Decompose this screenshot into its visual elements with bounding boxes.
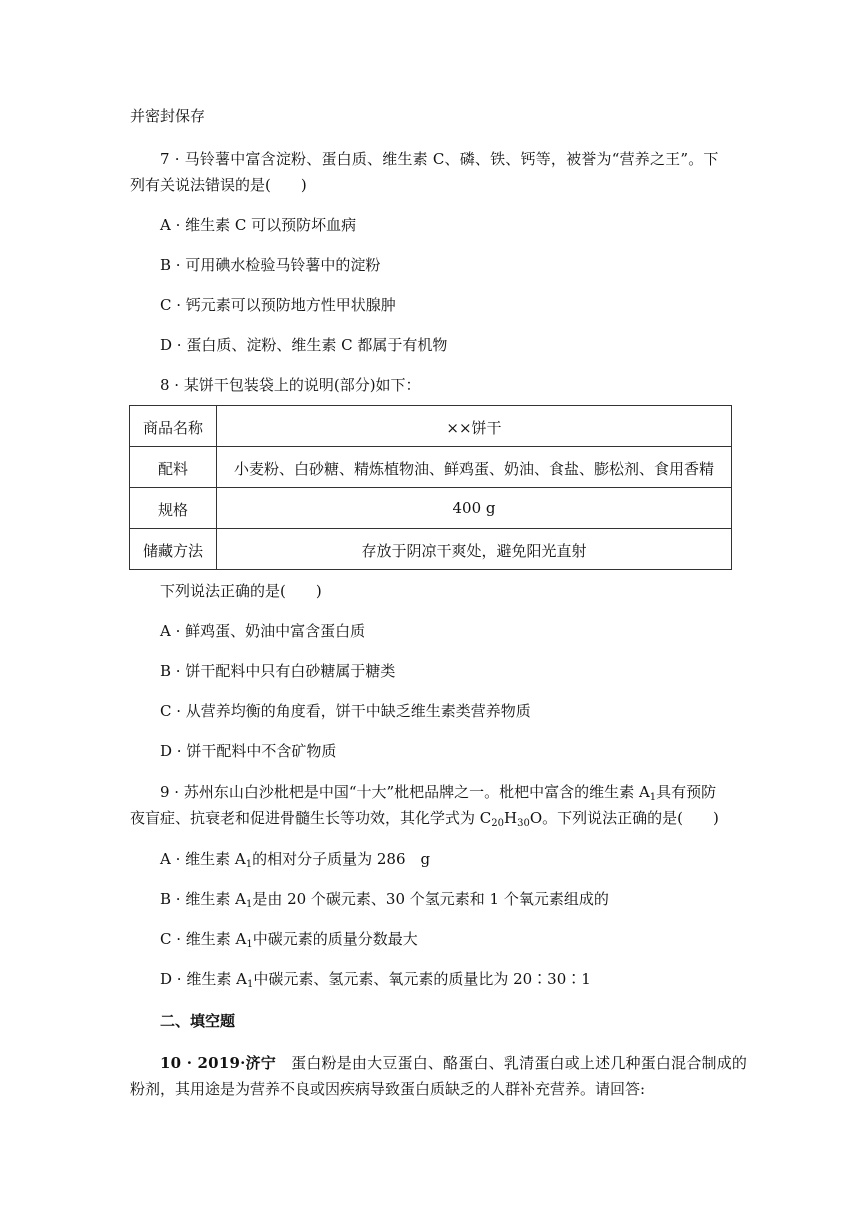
option-7c: C · 钙元素可以预防地方性甲状腺肿 — [160, 296, 396, 314]
text-run: H — [503, 809, 518, 827]
subscript: 1 — [246, 979, 254, 990]
text-run: C · 维生素 A — [160, 930, 247, 948]
question-9-stem — [160, 782, 716, 802]
text-run: D · 维生素 A — [160, 970, 247, 988]
product-info-table — [129, 405, 732, 570]
option-7d: D · 蛋白质、淀粉、维生素 C 都属于有机物 — [160, 336, 448, 354]
table-row — [130, 406, 732, 447]
subscript: 30 — [517, 818, 530, 829]
section-heading: 二、填空题 — [160, 1012, 236, 1030]
option-8d: D · 饼干配料中不含矿物质 — [160, 742, 337, 760]
subscript: 1 — [245, 859, 253, 870]
option-9d — [160, 969, 591, 989]
text-run: B · 维生素 A — [160, 890, 246, 908]
option-8b: B · 饼干配料中只有白砂糖属于糖类 — [160, 662, 396, 680]
subscript: 1 — [245, 899, 253, 910]
text-run: 9 · 苏州东山白沙枇杷是中国“十大”枇杷品牌之一。枇杷中富含的维生素 A — [160, 783, 650, 801]
table-row — [130, 488, 732, 529]
option-7a: A · 维生素 C 可以预防坏血病 — [160, 216, 357, 234]
question-9-stem-cont — [130, 808, 719, 828]
question-8-stem: 8 · 某饼干包装袋上的说明(部分)如下： — [160, 376, 421, 394]
question-10-stem-cont: 粉剂，其用途是为营养不良或因疾病导致蛋白质缺乏的人群补充营养。请回答: — [130, 1080, 646, 1098]
question-8-prompt: 下列说法正确的是( ) — [160, 582, 322, 600]
table-cell-value: 400 g — [217, 488, 732, 529]
option-7b: B · 可用碘水检验马铃薯中的淀粉 — [160, 256, 381, 274]
question-10-stem — [160, 1053, 760, 1073]
text-run: 夜盲症、抗衰老和促进骨髓生长等功效，其化学式为 C — [130, 809, 492, 827]
text-line: 并密封保存 — [130, 107, 206, 125]
table-cell-label: 规格 — [130, 488, 217, 529]
text-run: 是由 20 个碳元素、30 个氢元素和 1 个氧元素组成的 — [252, 890, 609, 908]
table-cell-value: 存放于阴凉干爽处，避免阳光直射 — [217, 529, 732, 570]
subscript: 1 — [649, 792, 657, 803]
table-cell-label: 商品名称 — [130, 406, 217, 447]
table-row — [130, 529, 732, 570]
question-number: 10 · 2019·济宁 — [160, 1054, 276, 1072]
table-cell-value: ××饼干 — [217, 406, 732, 447]
option-9a — [160, 849, 430, 869]
text-run: O。下列说法正确的是( ) — [529, 809, 719, 827]
table-cell-value: 小麦粉、白砂糖、精炼植物油、鲜鸡蛋、奶油、食盐、膨松剂、食用香精 — [217, 447, 732, 488]
option-9c — [160, 929, 418, 949]
text-run: 具有预防 — [656, 783, 717, 801]
question-7-stem: 7 · 马铃薯中富含淀粉、蛋白质、维生素 C、磷、铁、钙等，被誉为“营养之王”。下 — [160, 150, 719, 168]
option-8c: C · 从营养均衡的角度看，饼干中缺乏维生素类营养物质 — [160, 702, 531, 720]
subscript: 20 — [491, 818, 504, 829]
table-row — [130, 447, 732, 488]
question-7-stem-cont: 列有关说法错误的是( ) — [130, 176, 307, 194]
option-8a: A · 鲜鸡蛋、奶油中富含蛋白质 — [160, 622, 366, 640]
text-run: A · 维生素 A — [160, 850, 246, 868]
subscript: 1 — [246, 939, 253, 950]
text-run: 蛋白粉是由大豆蛋白、酪蛋白、乳清蛋白或上述几种蛋白混合制成的 — [275, 1054, 748, 1072]
text-run: 中碳元素的质量分数最大 — [252, 930, 418, 948]
text-run: 的相对分子质量为 286 g — [252, 850, 431, 868]
table-cell-label: 配料 — [130, 447, 217, 488]
table-cell-label: 储藏方法 — [130, 529, 217, 570]
option-9b — [160, 889, 609, 909]
text-run: 中碳元素、氢元素、氧元素的质量比为 20∶30∶1 — [253, 970, 591, 988]
